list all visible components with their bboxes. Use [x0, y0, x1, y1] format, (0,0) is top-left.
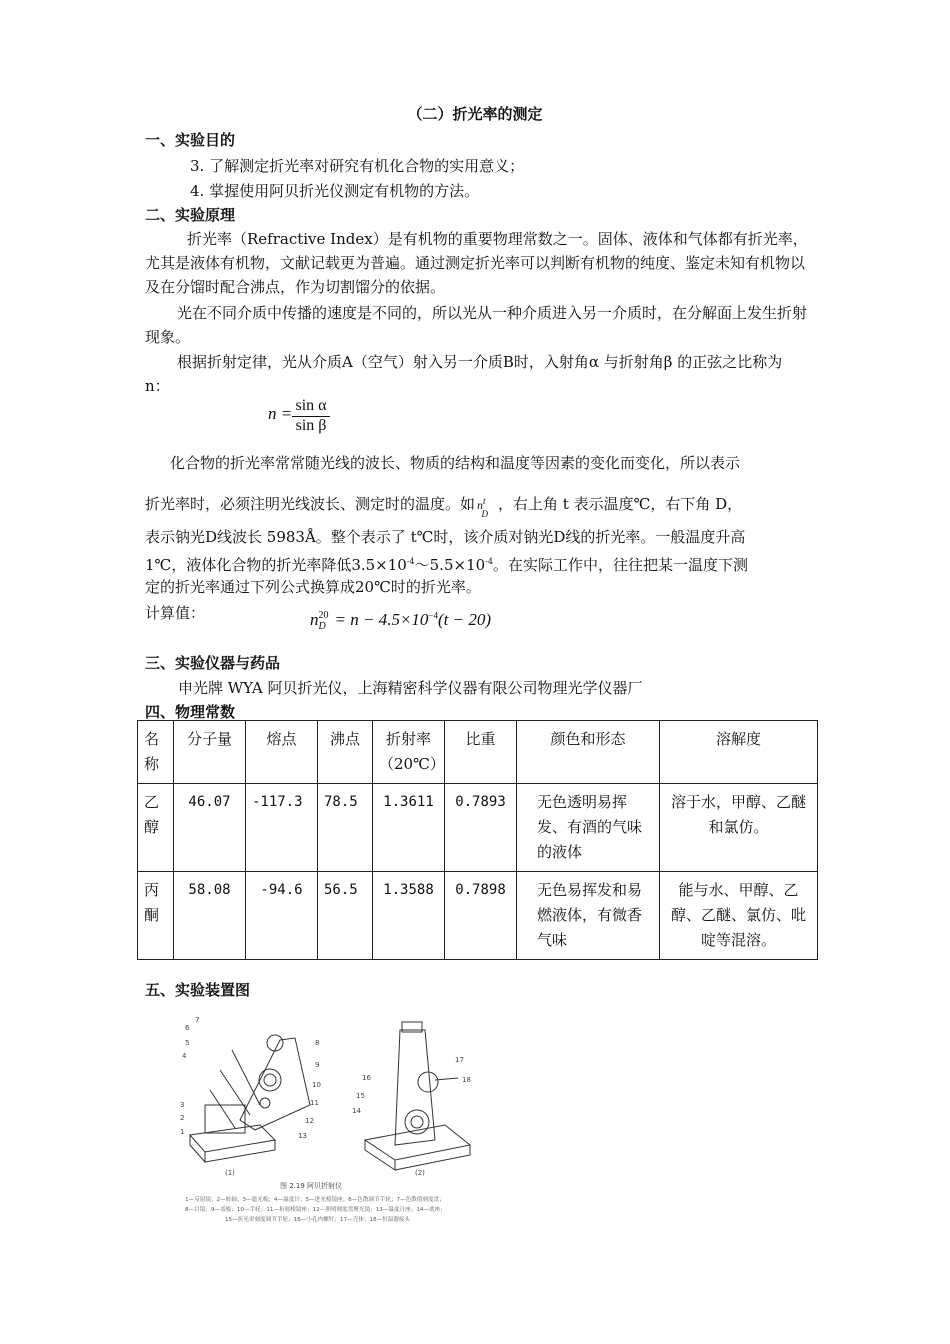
table-cell: 58.08 — [174, 872, 246, 960]
callout-label: 12 — [305, 1117, 314, 1125]
thermostat-connector — [435, 1078, 458, 1080]
table-cell: 能与水、甲醇、乙醇、乙醚、氯仿、吡啶等混溶。 — [660, 872, 818, 960]
equation-lhs: n = — [268, 404, 293, 423]
table-cell: -117.3 — [246, 784, 318, 872]
apparatus-text: 申光牌 WYA 阿贝折光仪，上海精密科学仪器有限公司物理光学仪器厂 — [178, 679, 643, 697]
abbe-refractometer-figure — [170, 1010, 500, 1245]
subfigure-label-2: (2) — [415, 1169, 425, 1177]
purpose-item: 4. 掌握使用阿贝折光仪测定有机物的方法。 — [190, 182, 480, 200]
table-cell: 乙醇 — [138, 784, 174, 872]
figure-legend — [185, 1195, 446, 1223]
constants-table — [137, 720, 818, 960]
text-span: ～5.5×10 — [414, 556, 486, 574]
figure-caption-title: 图 2.19 阿贝折射仪 — [280, 1182, 343, 1190]
section-heading-apparatus: 三、实验仪器与药品 — [145, 654, 281, 672]
subfigure-label-1: (1) — [225, 1169, 235, 1177]
purpose-item: 3. 了解测定折光率对研究有机化合物的实用意义； — [190, 157, 525, 175]
symbol-n: n — [310, 610, 319, 629]
base-side-2 — [365, 1140, 395, 1170]
equation-snell — [268, 404, 292, 424]
exponent: −4 — [428, 610, 438, 621]
calc-label: 计算值： — [145, 604, 206, 622]
table-cell: 1.3588 — [373, 872, 445, 960]
table-header-cell: 溶解度 — [660, 721, 818, 784]
table-header-cell: 熔点 — [246, 721, 318, 784]
table-cell: 46.07 — [174, 784, 246, 872]
principle-paragraph-4c-line2 — [145, 550, 815, 577]
equation-temperature-correction — [310, 610, 491, 632]
rod — [210, 1090, 235, 1128]
base-side-1 — [190, 1135, 205, 1162]
equation-numerator: sin α — [292, 397, 330, 417]
principle-paragraph-1: 折光率（Refractive Index）是有机物的重要物理常数之一。固体、液体和气体都有折光率，尤其是液体有机物，文献记载更为普遍。通过测定折光率可以判断有机物的纯度、鉴定未知有机物以及在分馏时配合沸点，作为切割馏分的依据。 — [145, 230, 808, 296]
table-cell: 无色易挥发和易燃液体，有微香气味 — [517, 872, 660, 960]
callout-label: 11 — [310, 1099, 319, 1107]
symbol-sub: D — [481, 509, 489, 520]
table-header-cell: 分子量 — [174, 721, 246, 784]
section-heading-purpose: 一、实验目的 — [145, 131, 236, 149]
equation-rhs: = n − 4.5×10 — [334, 610, 429, 629]
text-span: 。在实际工作中，往往把某一温度下测 — [492, 556, 748, 574]
section-heading-principle: 二、实验原理 — [145, 206, 236, 224]
callout-label: 15 — [356, 1092, 365, 1100]
table-cell: -94.6 — [246, 872, 318, 960]
principle-paragraph-4b — [145, 489, 815, 521]
table-header-cell: 名称 — [138, 721, 174, 784]
symbol-sub: D — [318, 621, 326, 633]
page-title: （二）折光率的测定 — [407, 105, 543, 123]
section-heading-constants: 四、物理常数 — [145, 703, 236, 721]
callout-label: 18 — [462, 1076, 471, 1084]
callout-label: 7 — [195, 1016, 200, 1024]
table-header-cell: 沸点 — [318, 721, 373, 784]
section-heading-setup: 五、实验装置图 — [145, 981, 251, 999]
symbol-scripts — [319, 610, 329, 632]
adjust-wheel-2 — [418, 1072, 438, 1092]
callout-label: 9 — [315, 1061, 320, 1069]
symbol-n: n — [477, 498, 484, 512]
hand-wheel — [259, 1069, 281, 1091]
table-cell: 1.3611 — [373, 784, 445, 872]
table-cell: 无色透明易挥发、有酒的气味的液体 — [517, 784, 660, 872]
table-row — [138, 872, 818, 960]
callout-label: 10 — [312, 1081, 321, 1089]
table-header-cell: 颜色和形态 — [517, 721, 660, 784]
equation-denominator: sin β — [295, 417, 327, 434]
legend-line: 15—折光率刻度调节手轮；16—小孔内螺钉；17—壳体；18—恒温器接头 — [225, 1217, 411, 1223]
principle-paragraph-3: 根据折射定律，光从介质A（空气）射入另一介质B时，入射角α 与折射角β 的正弦之比称为 n： — [145, 353, 783, 395]
callout-label: 4 — [182, 1052, 187, 1060]
legend-line: 8—目镜；9—盖板；10—手轮；11—折射棱镜座；12—照明刻度盘聚光镜；13—温度计座；14—底座； — [185, 1207, 446, 1213]
thermometer-mount — [260, 1098, 270, 1108]
equation-fraction — [292, 397, 330, 435]
callout-label: 3 — [180, 1101, 185, 1109]
text-span: ，右上角 t 表示温度℃，右下角 D， — [498, 495, 743, 513]
table-cell: 丙酮 — [138, 872, 174, 960]
symbol-sup: 20 — [318, 610, 329, 622]
callout-label: 6 — [185, 1024, 190, 1032]
principle-paragraph-4c-line1: 表示钠光D线波长 5983Å。整个表示了 t℃时，该介质对钠光D线的折光率。一般温度升高 — [145, 528, 746, 546]
callout-label: 5 — [185, 1039, 190, 1047]
exponent: -4 — [406, 557, 415, 566]
text-span: 1℃，液体化合物的折光率降低3.5×10 — [145, 556, 407, 574]
principle-paragraph-4c-line3: 定的折光率通过下列公式换算成20℃时的折光率。 — [145, 578, 481, 596]
symbol-sup: t — [483, 496, 486, 506]
table-header-cell: 比重 — [445, 721, 517, 784]
table-cell: 56.5 — [318, 872, 373, 960]
table-cell: 0.7898 — [445, 872, 517, 960]
table-cell: 0.7893 — [445, 784, 517, 872]
callout-label: 8 — [315, 1039, 320, 1047]
base-front-1 — [205, 1140, 275, 1162]
callout-label: 17 — [455, 1056, 464, 1064]
prism-housing — [205, 1105, 245, 1133]
table-cell: 溶于水，甲醇、乙醚和氯仿。 — [660, 784, 818, 872]
callout-label: 16 — [362, 1074, 371, 1082]
table-row — [138, 784, 818, 872]
callout-label: 14 — [352, 1107, 361, 1115]
exponent: -4 — [485, 557, 493, 566]
principle-paragraph-2: 光在不同介质中传播的速度是不同的，所以光从一种介质进入另一介质时，在分解面上发生折射现象。 — [145, 304, 808, 346]
equation-rhs: (t − 20) — [438, 610, 492, 629]
eyepiece-knob — [267, 1035, 283, 1051]
callout-label: 13 — [298, 1132, 307, 1140]
callout-label: 2 — [180, 1114, 185, 1122]
principle-paragraph-4a: 化合物的折光率常常随光线的波长、物质的结构和温度等因素的变化而变化，所以表示 — [170, 454, 741, 472]
symbol-n-t-d — [477, 496, 492, 520]
base-plate-1 — [190, 1125, 275, 1152]
legend-line: 1—反射镜；2—转轴；3—遮光板；4—温度计；5—进光棱镜座；6—色散调节手轮；7—色散值刻度盘； — [185, 1197, 445, 1203]
table-cell: 78.5 — [318, 784, 373, 872]
text-span: 折光率时，必须注明光线波长、测定时的温度。如 — [145, 495, 476, 513]
callout-label: 1 — [180, 1128, 185, 1136]
table-header-cell: 折射率（20℃） — [373, 721, 445, 784]
table-header-row — [138, 721, 818, 784]
